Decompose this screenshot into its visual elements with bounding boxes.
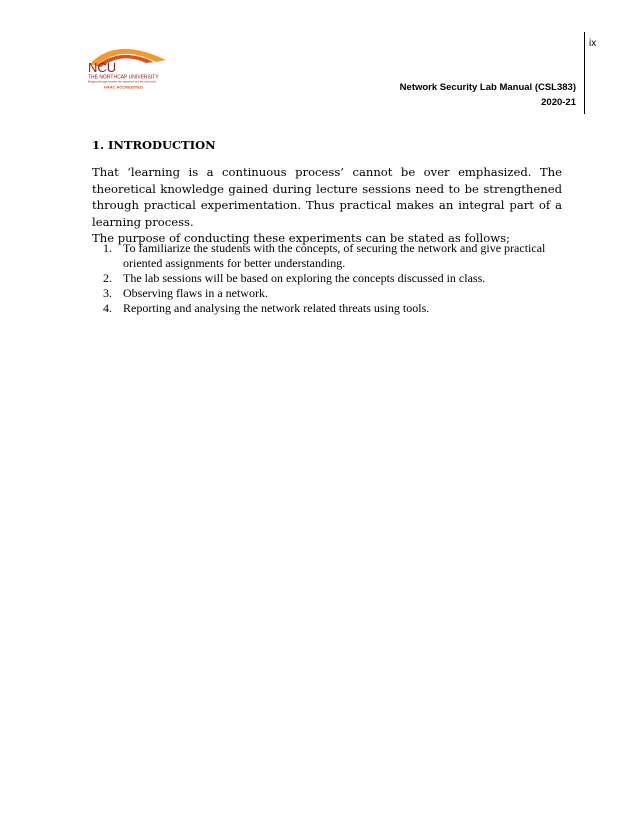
list-item-text: To familiarize the students with the concepts, of securing the network and give practical oriented assignments for better understanding.: [123, 241, 546, 270]
list-item-number: 2.: [103, 271, 112, 285]
list-item-number: 4.: [103, 301, 112, 315]
logo-accreditation: NAAC ACCREDITED: [104, 84, 143, 90]
list-item: [103, 286, 573, 301]
section-title: 1. INTRODUCTION: [92, 138, 216, 152]
manual-title: Network Security Lab Manual (CSL383): [399, 82, 576, 93]
page-number: ix: [589, 38, 597, 49]
list-item-number: 3.: [103, 286, 112, 300]
logo-abbr: NCU: [88, 60, 117, 75]
objectives-list: [103, 241, 573, 316]
intro-paragraph: That ‘learning is a continuous process’ cannot be over emphasized. The theoretical knowledge gained during lecture sessions need to be strengthened through practical experimentation. Thus practical makes an integral part of a learning process.: [92, 165, 562, 229]
purpose-paragraph: The purpose of conducting these experiments can be stated as follows;: [92, 231, 510, 245]
introduction-text: [92, 164, 562, 247]
list-item-number: 1.: [103, 241, 112, 255]
running-header: [400, 80, 576, 110]
list-item: [103, 241, 573, 271]
academic-year: 2020-21: [541, 97, 576, 108]
logo-university-name: THE NORTHCAP UNIVERSITY: [88, 74, 159, 81]
list-item-text: Observing flaws in a network.: [123, 286, 268, 300]
list-item-text: The lab sessions will be based on exploring the concepts discussed in class.: [123, 271, 486, 285]
list-item: [103, 301, 573, 316]
list-item-text: Reporting and analysing the network related threats using tools.: [123, 301, 430, 315]
list-item: [103, 271, 573, 286]
university-logo: [86, 40, 178, 92]
logo-tagline: Bridging the gap between the classroom and the real world: [88, 80, 156, 84]
margin-rule: [584, 32, 585, 114]
